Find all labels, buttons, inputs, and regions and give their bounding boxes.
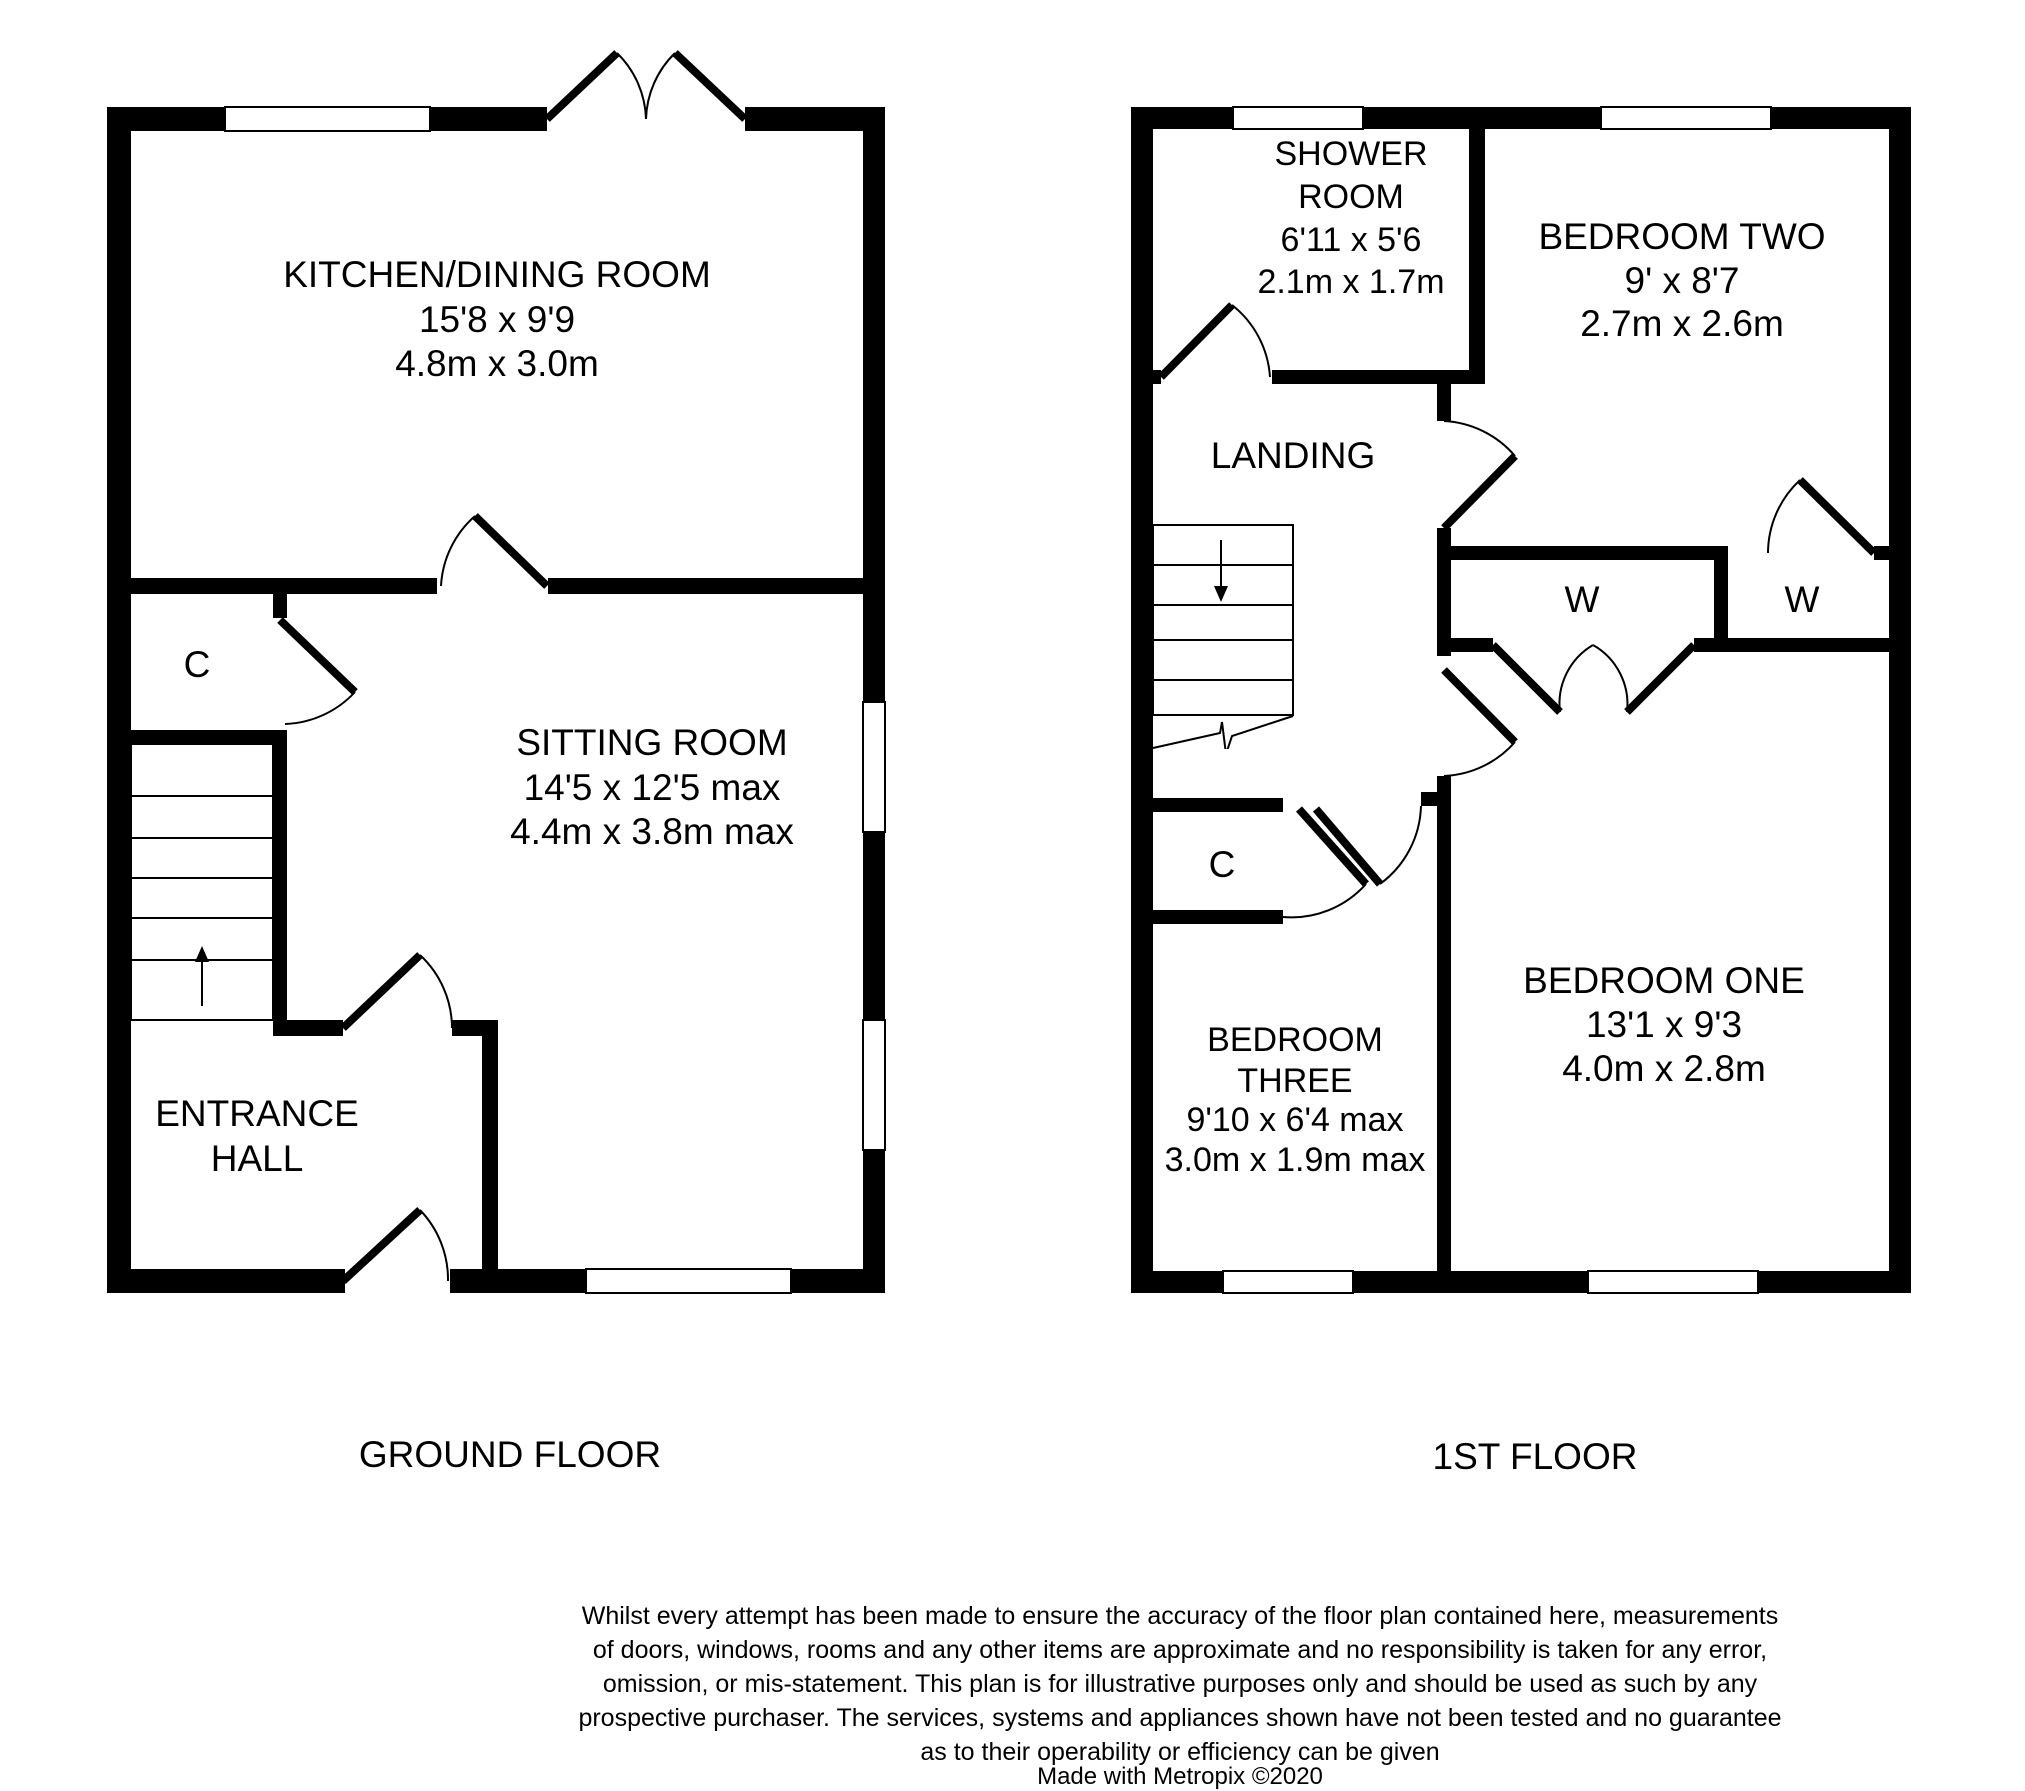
first-floor-plan <box>1131 107 1911 1477</box>
sitting-room-imperial: 14'5 x 12'5 max <box>523 767 781 808</box>
disclaimer-line: of doors, windows, rooms and any other items are approximate and no responsibility is taken for any error, <box>592 1636 1768 1664</box>
wardrobe-left-label: W <box>1564 579 1600 620</box>
stairs-break-line <box>1153 716 1293 754</box>
stairs-down-arrow-icon <box>1214 586 1228 602</box>
ground-floor-stairs <box>131 744 273 1020</box>
metropix-credit: Made with Metropix ©2020 <box>1037 1763 1323 1790</box>
disclaimer-line: omission, or mis-statement. This plan is for illustrative purposes only and should be used as such by any <box>602 1670 1758 1698</box>
bedroom-one-imperial: 13'1 x 9'3 <box>1585 1004 1743 1045</box>
first-floor-stairs <box>1153 525 1293 759</box>
stairs-up-arrow-icon <box>195 946 209 962</box>
bedroom-three-imperial: 9'10 x 6'4 max <box>1186 1101 1404 1139</box>
shower-room-imperial: 6'11 x 5'6 <box>1280 221 1422 259</box>
bedroom-one-metric: 4.0m x 2.8m <box>1562 1048 1766 1089</box>
kitchen-metric: 4.8m x 3.0m <box>395 343 599 384</box>
disclaimer <box>578 1602 1781 1790</box>
first-cupboard-label: C <box>1208 844 1236 885</box>
disclaimer-line: Whilst every attempt has been made to ensure the accuracy of the floor plan contained here, measurements <box>581 1602 1779 1630</box>
french-doors-icon <box>547 53 745 119</box>
bedroom-one-name: BEDROOM ONE <box>1523 960 1805 1001</box>
shower-room-name-line1: SHOWER <box>1274 135 1428 173</box>
disclaimer-line: as to their operability or efficiency can be given <box>920 1738 1440 1766</box>
bedroom-three-name-line2: THREE <box>1237 1062 1353 1100</box>
bedroom-two-metric: 2.7m x 2.6m <box>1580 303 1784 344</box>
sitting-room-name: SITTING ROOM <box>516 722 788 763</box>
entrance-hall-name-line1: ENTRANCE <box>155 1093 359 1134</box>
wardrobe-right-label: W <box>1784 579 1820 620</box>
disclaimer-line: prospective purchaser. The services, systems and appliances shown have not been tested and no guarantee <box>578 1704 1782 1732</box>
bedroom-three-metric: 3.0m x 1.9m max <box>1164 1141 1426 1179</box>
bedroom-two-imperial: 9' x 8'7 <box>1624 260 1740 301</box>
bedroom-three-name-line1: BEDROOM <box>1207 1021 1383 1059</box>
bedroom-two-name: BEDROOM TWO <box>1538 216 1826 257</box>
shower-room-metric: 2.1m x 1.7m <box>1257 263 1445 301</box>
kitchen-imperial: 15'8 x 9'9 <box>418 299 576 340</box>
ground-floor-doors <box>280 516 547 1281</box>
sitting-room-metric: 4.4m x 3.8m max <box>510 811 794 852</box>
ground-cupboard-label: C <box>183 644 211 685</box>
ground-floor-caption: GROUND FLOOR <box>358 1434 662 1475</box>
first-floor-caption: 1ST FLOOR <box>1432 1436 1638 1477</box>
entrance-hall-name-line2: HALL <box>210 1138 304 1179</box>
ground-floor-plan <box>107 53 885 1475</box>
landing-name: LANDING <box>1210 435 1376 476</box>
kitchen-name: KITCHEN/DINING ROOM <box>283 254 711 295</box>
shower-room-name-line2: ROOM <box>1298 178 1404 216</box>
first-floor-doors <box>1161 305 1874 917</box>
